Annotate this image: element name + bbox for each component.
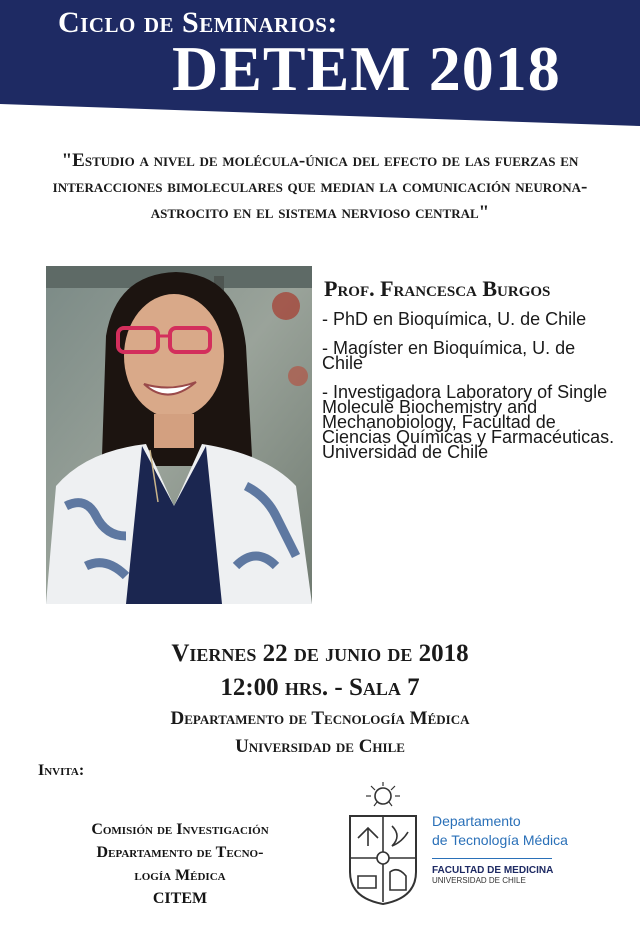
organizer-line: Departamento de Tecno- [96, 844, 264, 861]
talk-title: "Estudio a nivel de molécula-única del efecto de las fuerzas en interacciones bimoleculares que median la comunicación neurona-astrocito en el sistema nervioso central" [52, 150, 588, 223]
speaker-cv [322, 309, 618, 474]
speaker-portrait-image [46, 266, 312, 604]
cv-item: - Investigadora Laboratory of Single Molecule Biochemistry and Mechanobiology, Facultad de Ciencias Químicas y Farmacéuticas. Universidad de Chile [322, 382, 615, 462]
logo-line-2: de Tecnología Médica [432, 832, 568, 848]
university-crest-icon [344, 780, 422, 908]
invita-label: Invita: [38, 762, 85, 779]
event-time-room: 12:00 hrs. - Sala 7 [220, 674, 420, 701]
speaker-photo [46, 266, 312, 604]
cv-item: - Magíster en Bioquímica, U. de Chile [322, 338, 576, 373]
logo-line-1: Departamento [432, 813, 521, 829]
organizer-line: logía Médica [134, 867, 226, 884]
event-date: Viernes 22 de junio de 2018 [171, 640, 469, 667]
cv-item: - PhD en Bioquímica, U. de Chile [322, 309, 587, 329]
department-logo [432, 812, 572, 885]
organizer-line: Comisión de Investigación [91, 821, 269, 838]
seminar-series-title: Ciclo de Seminarios: [58, 6, 338, 39]
organizers [60, 818, 300, 910]
event-university: Universidad de Chile [235, 736, 405, 757]
seminar-name: DETEM 2018 [172, 33, 561, 104]
logo-divider [432, 858, 552, 859]
speaker-name: Prof. Francesca Burgos [324, 276, 551, 301]
organizer-line: CITEM [152, 890, 208, 907]
event-department: Departamento de Tecnología Médica [170, 708, 470, 729]
logo-faculty: FACULTAD DE MEDICINA [432, 865, 554, 876]
logo-university: UNIVERSIDAD DE CHILE [432, 876, 526, 885]
